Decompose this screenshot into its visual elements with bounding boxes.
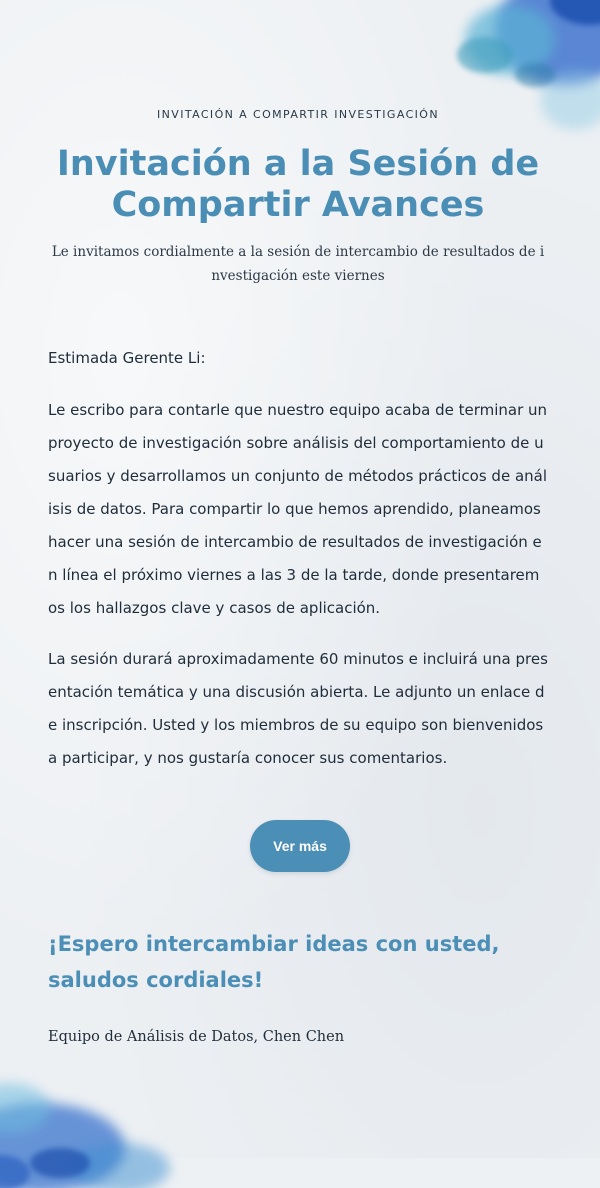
- signature: Equipo de Análisis de Datos, Chen Chen: [48, 1029, 345, 1045]
- eyebrow-label: INVITACIÓN A COMPARTIR INVESTIGACIÓN: [157, 108, 439, 121]
- greeting: Estimada Gerente Li:: [48, 349, 206, 367]
- body-paragraph: La sesión durará aproximadamente 60 minutos e incluirá una presentación temática y una discusión abierta. Le adjunto un enlace de inscripción. Usted y los miembros de su equipo son bienvenidos a participar, y nos gustaría conocer sus comentarios.: [48, 650, 548, 767]
- body-paragraph: Le escribo para contarle que nuestro equipo acaba de terminar un proyecto de investigación sobre análisis del comportamiento de usuarios y desarrollamos un conjunto de métodos prácticos de análisis de datos. Para compartir lo que hemos aprendido, planeamos hacer una sesión de intercambio de resultados de investigación en línea el próximo viernes a las 3 de la tarde, donde presentaremos los hallazgos clave y casos de aplicación.: [48, 401, 548, 617]
- closing-heading: ¡Espero intercambiar ideas con usted, saludos cordiales!: [48, 932, 500, 992]
- page-subtitle: Le invitamos cordialmente a la sesión de intercambio de resultados de investigación este viernes: [51, 244, 545, 284]
- page-title: Invitación a la Sesión de Compartir Avances: [56, 144, 540, 225]
- see-more-button[interactable]: Ver más: [250, 820, 350, 872]
